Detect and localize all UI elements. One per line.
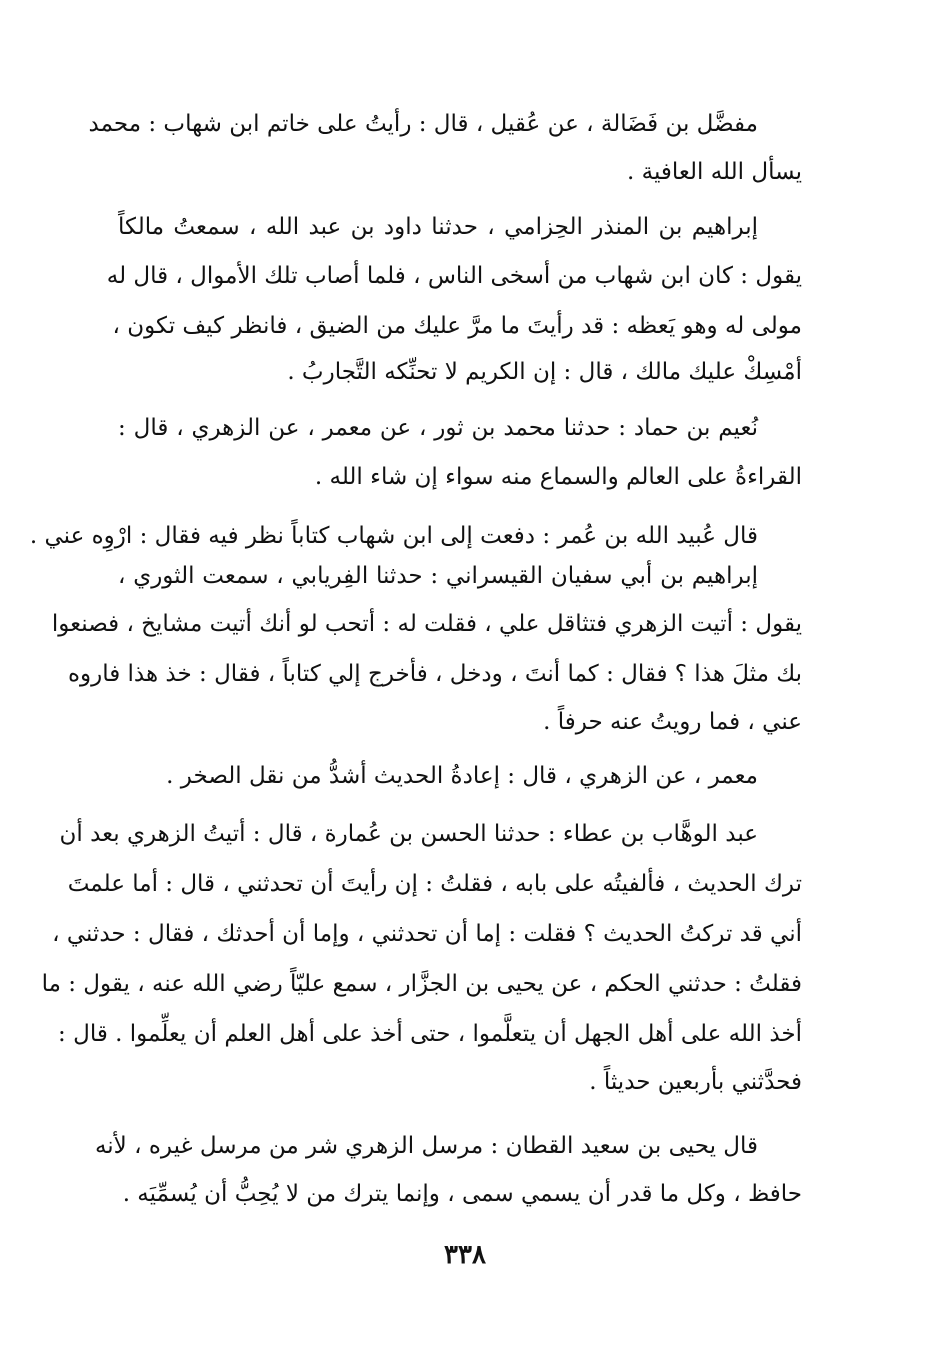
page-number: ٣٣٨ — [444, 1240, 486, 1270]
text-line: مولى له وهو يَعظه : قد رأيتَ ما مرَّ عليك من الضيق ، فانظر كيف تكون ، — [112, 313, 802, 339]
text-line: يسأل الله العافية . — [627, 159, 802, 185]
text-line: حافظ ، وكل ما قدر أن يسمي سمى ، وإنما يترك من لا يُحِبُّ أن يُسمِّيَه . — [122, 1181, 802, 1207]
text-line: فقلتُ : حدثني الحكم ، عن يحيى بن الجزَّار ، سمع عليّاً رضي الله عنه ، يقول : ما — [41, 971, 802, 997]
text-line: فحدَّثني بأربعين حديثاً . — [589, 1069, 802, 1095]
text-line: أمْسِكْ عليك مالك ، قال : إن الكريم لا تحنِّكه التَّجاربُ . — [287, 359, 802, 385]
text-line: قال يحيى بن سعيد القطان : مرسل الزهري شر من مرسل غيره ، لأنه — [94, 1133, 758, 1159]
text-line: أخذ الله على أهل الجهل أن يتعلَّموا ، حتى أخذ على أهل العلم أن يعلِّموا . قال : — [58, 1021, 802, 1047]
text-line: إبراهيم بن أبي سفيان القيسراني : حدثنا الفِريابي ، سمعت الثوري ، — [118, 563, 758, 589]
text-line: أني قد تركتُ الحديث ؟ فقلت : إما أن تحدثني ، وإما أن أحدثك ، فقال : حدثني ، — [52, 921, 802, 947]
text-line: معمر ، عن الزهري ، قال : إعادةُ الحديث أشدُّ من نقل الصخر . — [166, 763, 758, 789]
text-line: بك مثلَ هذا ؟ فقال : كما أنتَ ، ودخل ، فأخرج إلي كتاباً ، فقال : خذ هذا فاروه — [67, 661, 802, 687]
text-line: ترك الحديث ، فألفيتُه على بابه ، فقلتُ : إن رأيتَ أن تحدثني ، قال : أما علمتَ — [67, 871, 802, 897]
text-line: مفضَّل بن فَضَالة ، عن عُقيل ، قال : رأيتُ على خاتم ابن شهاب : محمد — [88, 111, 758, 137]
text-line: عبد الوهَّاب بن عطاء : حدثنا الحسن بن عُمارة ، قال : أتيتُ الزهري بعد أن — [59, 821, 758, 847]
text-line: نُعيم بن حماد : حدثنا محمد بن ثور ، عن معمر ، عن الزهري ، قال : — [118, 415, 758, 441]
text-line: القراءةُ على العالم والسماع منه سواء إن شاء الله . — [314, 464, 802, 490]
text-line: يقول : أتيت الزهري فتثاقل علي ، فقلت له : أتحب لو أنك أتيت مشايخ ، فصنعوا — [51, 611, 802, 637]
text-line: قال عُبيد الله بن عُمر : دفعت إلى ابن شهاب كتاباً نظر فيه فقال : ارْوِه عني . — [29, 523, 758, 549]
text-line: يقول : كان ابن شهاب من أسخى الناس ، فلما أصاب تلك الأموال ، قال له — [106, 263, 802, 289]
text-line: إبراهيم بن المنذر الحِزامي ، حدثنا داود بن عبد الله ، سمعتُ مالكاً — [118, 214, 758, 240]
text-line: عني ، فما رويتُ عنه حرفاً . — [543, 709, 802, 735]
